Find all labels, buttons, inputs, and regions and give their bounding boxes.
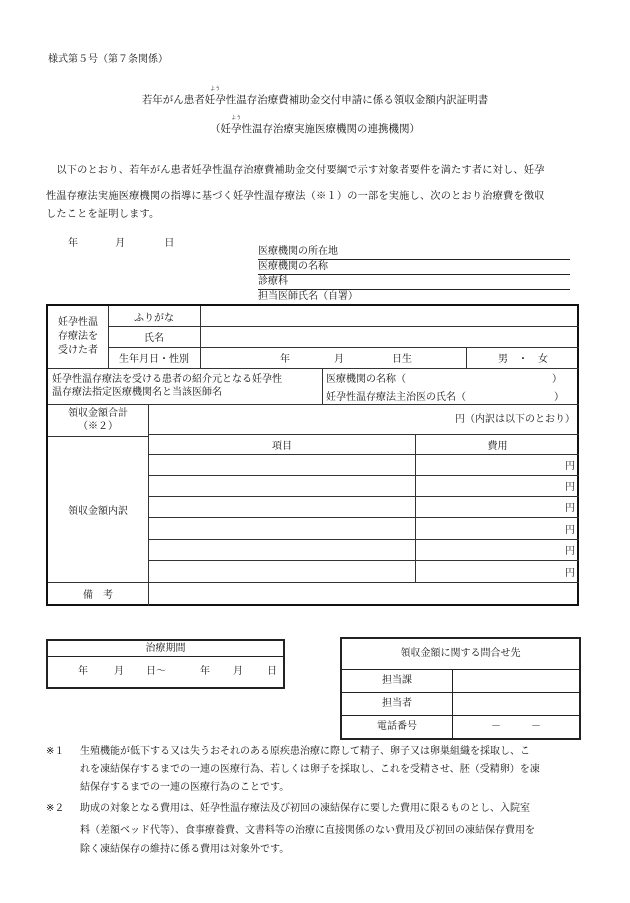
document-title bbox=[0, 86, 630, 107]
breakdown-item-input[interactable] bbox=[149, 539, 415, 560]
patient-label-line: 受けた者 bbox=[58, 345, 98, 356]
breakdown-item-input[interactable] bbox=[149, 475, 415, 496]
breakdown-item-input[interactable] bbox=[149, 454, 415, 475]
subtitle-ruby-text: よう bbox=[231, 115, 242, 121]
sex-male-option[interactable]: 男 bbox=[498, 354, 508, 365]
date-month: 月 bbox=[115, 238, 126, 249]
inquiry-person-input[interactable] bbox=[453, 693, 579, 715]
end-day: 日 bbox=[267, 666, 277, 677]
yen-unit: 円 bbox=[565, 546, 575, 557]
hospital-address-field[interactable] bbox=[258, 244, 570, 260]
hospital-name-label: 医療機関の名称 bbox=[258, 261, 328, 272]
breakdown-cost-input[interactable] bbox=[416, 560, 575, 582]
receipt-total-value: 円（内訳は以下のとおり） bbox=[455, 413, 575, 425]
start-year: 年 bbox=[78, 666, 88, 677]
referral-doctor-close: ） bbox=[554, 391, 564, 403]
patient-group-label bbox=[48, 306, 108, 368]
dob-input[interactable] bbox=[201, 347, 466, 368]
title-ruby-base: 妊孕 bbox=[204, 94, 226, 106]
yen-unit: 円 bbox=[565, 482, 575, 493]
department-field[interactable] bbox=[258, 274, 570, 290]
furigana-input[interactable] bbox=[201, 306, 579, 326]
title-suffix: 性温存治療費補助金交付申請に係る領収金額内訳証明書 bbox=[225, 94, 489, 106]
yen-unit: 円 bbox=[565, 524, 575, 536]
inquiry-box bbox=[340, 637, 581, 740]
remarks-label: 備 考 bbox=[83, 589, 113, 601]
subtitle-prefix: （妊 bbox=[210, 123, 231, 135]
treatment-period-title: 治療期間 bbox=[48, 641, 283, 657]
patient-label-line: 妊孕性温 bbox=[58, 317, 98, 328]
note-line: 助成の対象となる費用は、妊孕性温存療法及び初回の凍結保存に要した費用に限るものとし、入院室 bbox=[80, 803, 530, 814]
breakdown-cost-input[interactable] bbox=[416, 539, 575, 560]
start-day: 日～ bbox=[146, 666, 166, 677]
department-label: 診療科 bbox=[258, 276, 288, 287]
title-prefix: 若年がん患者 bbox=[141, 94, 205, 106]
inquiry-phone-label: 電話番号 bbox=[342, 716, 453, 738]
inquiry-dept-label: 担当課 bbox=[342, 669, 453, 692]
yen-unit: 円 bbox=[565, 503, 575, 514]
note-line: 料（差額ベッド代等）、食事療養費、文書料等の治療に直接関係のない費用及び初回の凍結保存費用を bbox=[80, 825, 535, 836]
item-column-header: 項目 bbox=[272, 440, 292, 452]
note-line: 生殖機能が低下する又は失うおそれのある原疾患治療に際して精子、卵子又は卵巣組織を採取し、こ bbox=[80, 746, 530, 757]
intro-line: 以下のとおり、若年がん患者妊孕性温存治療費補助金交付要綱で示す対象者要件を満たす者に対し、妊孕 bbox=[46, 165, 545, 176]
furigana-label: ふりがな bbox=[134, 312, 174, 324]
breakdown-item-input[interactable] bbox=[149, 496, 415, 517]
referral-institution-label: 医療機関の名称（ bbox=[326, 373, 406, 385]
title-ruby-text: よう bbox=[210, 86, 221, 92]
note-line: 結保存するまでの一連の医療行為のことです。 bbox=[80, 782, 290, 793]
receipt-total-label bbox=[48, 404, 148, 436]
referral-label-line: 温存療法指定医療機関名と当該医師名 bbox=[52, 387, 222, 398]
inquiry-person-label: 担当者 bbox=[342, 693, 453, 715]
inquiry-title: 領収金額に関する問合せ先 bbox=[342, 639, 579, 670]
referral-institution-close: ） bbox=[552, 373, 562, 385]
receipt-total-label-line: （※２） bbox=[78, 421, 118, 432]
breakdown-cost-input[interactable] bbox=[416, 475, 575, 496]
note-line: 除く凍結保存の維持に係る費用は対象外です。 bbox=[80, 844, 290, 855]
inquiry-dept-input[interactable] bbox=[453, 669, 579, 692]
certification-date bbox=[68, 234, 174, 249]
hospital-name-field[interactable] bbox=[258, 259, 570, 275]
start-month: 月 bbox=[114, 666, 124, 677]
inquiry-row bbox=[342, 669, 579, 693]
breakdown-label: 領収金額内訳 bbox=[68, 505, 128, 517]
end-month: 月 bbox=[233, 666, 243, 677]
treatment-period-dates[interactable] bbox=[48, 657, 283, 687]
referral-doctor-label: 妊孕性温存療法主治医の氏名（ bbox=[326, 391, 466, 403]
note-mark: ※２ bbox=[46, 803, 65, 814]
note-mark: ※１ bbox=[46, 746, 65, 757]
end-year: 年 bbox=[200, 666, 210, 677]
intro-line: したことを証明します。 bbox=[46, 209, 160, 220]
receipt-total-input[interactable] bbox=[149, 404, 575, 430]
title-ruby bbox=[204, 86, 226, 107]
subtitle-suffix: 性温存治療実施医療機関の連携機関） bbox=[241, 123, 420, 135]
sex-select[interactable] bbox=[467, 347, 579, 368]
inquiry-row bbox=[342, 693, 579, 716]
sex-female-option[interactable]: 女 bbox=[538, 354, 548, 365]
breakdown-cost-input[interactable] bbox=[416, 517, 575, 539]
intro-paragraph bbox=[46, 158, 586, 224]
certification-table bbox=[46, 304, 579, 606]
remarks-input[interactable] bbox=[149, 582, 579, 604]
document-subtitle bbox=[0, 115, 630, 136]
note-line: れを凍結保存するまでの一連の医療行為、若しくは卵子を採取し、これを受精させ、胚（受精卵）を凍 bbox=[80, 764, 540, 775]
date-day: 日 bbox=[164, 238, 175, 249]
referral-label bbox=[52, 368, 320, 404]
dob-month: 月 bbox=[334, 354, 344, 365]
patient-label-line: 存療法を bbox=[58, 331, 98, 342]
yen-unit: 円 bbox=[565, 567, 575, 579]
breakdown-item-input[interactable] bbox=[149, 560, 415, 582]
breakdown-item-input[interactable] bbox=[149, 517, 415, 539]
dob-sex-label: 生年月日・性別 bbox=[119, 354, 189, 365]
dob-day: 日生 bbox=[392, 354, 412, 365]
breakdown-cost-input[interactable] bbox=[416, 496, 575, 517]
subtitle-ruby bbox=[231, 115, 242, 136]
referral-institution-field[interactable] bbox=[326, 368, 578, 386]
treatment-period-box bbox=[46, 639, 285, 689]
hospital-address-label: 医療機関の所在地 bbox=[258, 246, 338, 257]
inquiry-row bbox=[342, 716, 579, 738]
referral-label-line: 妊孕性温存療法を受ける患者の紹介元となる妊孕性 bbox=[52, 374, 282, 385]
breakdown-cost-input[interactable] bbox=[416, 454, 575, 475]
inquiry-phone-input[interactable]: － － bbox=[491, 721, 541, 732]
doctor-signature-field[interactable] bbox=[258, 289, 570, 305]
form-number: 様式第５号（第７条関係） bbox=[48, 54, 168, 65]
name-label: 氏名 bbox=[144, 333, 164, 344]
sex-separator: ・ bbox=[518, 354, 528, 365]
referral-doctor-field[interactable] bbox=[326, 386, 578, 404]
receipt-total-label-line: 領収金額合計 bbox=[68, 408, 128, 419]
intro-line: 性温存療法実施医療機関の指導に基づく妊孕性温存療法（※１）の一部を実施し、次のとおり治療費を徴収 bbox=[46, 191, 545, 202]
subtitle-ruby-base: 孕 bbox=[231, 123, 242, 135]
yen-unit: 円 bbox=[565, 461, 575, 472]
date-year: 年 bbox=[68, 238, 78, 249]
cost-column-header: 費用 bbox=[487, 440, 508, 452]
doctor-signature-label: 担当医師氏名（自署） bbox=[258, 291, 358, 302]
dob-year: 年 bbox=[280, 354, 290, 365]
name-input[interactable] bbox=[201, 326, 579, 347]
